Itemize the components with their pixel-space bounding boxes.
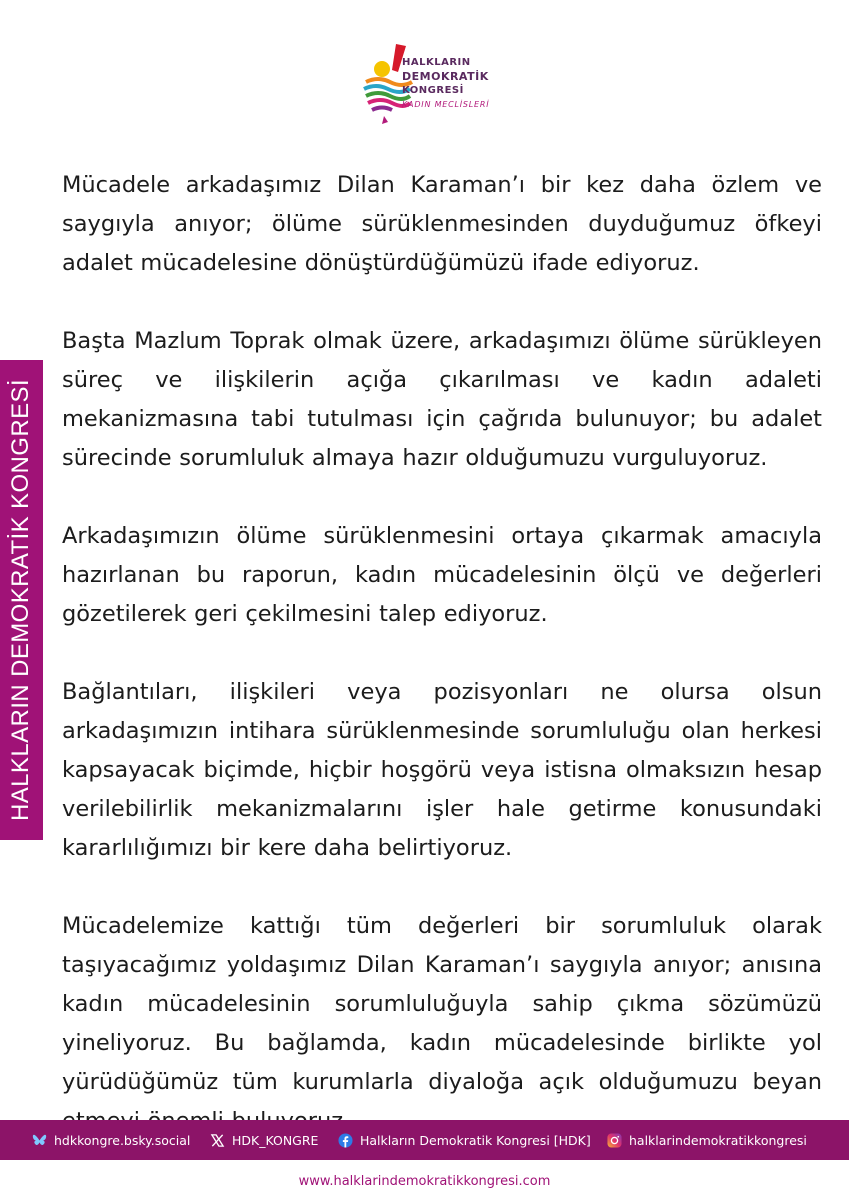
hdk-logo [362,42,492,126]
facebook-link[interactable] [338,1120,591,1160]
facebook-handle: Halkların Demokratik Kongresi [HDK] [360,1132,591,1148]
bluesky-icon [32,1133,47,1148]
logo-line-1: HALKLARIN [402,57,471,68]
paragraph-4: Bağlantıları, ilişkileri veya pozisyonları ne olursa olsun arkadaşımızın intihara sürüklenmesinde sorumluluğu olan herkesi kapsayacak biçimde, hiçbir hoşgörü veya istisna olmaksızın hesap verilebilirlik mekanizmalarını işler hale getirme konusundaki kararlılığımızı bir kere daha belirtiyoruz. [62,679,822,861]
bluesky-handle: hdkkongre.bsky.social [54,1132,191,1148]
side-banner [0,360,43,840]
paragraph-2: Başta Mazlum Toprak olmak üzere, arkadaşımızı ölüme sürükleyen süreç ve ilişkilerin açığa çıkarılması ve kadın adaleti mekanizmasına tabi tutulması için çağrıda bulunuyor; bu adalet sürecinde sorumluluk almaya hazır olduğumuzu vurguluyoruz. [62,328,822,471]
paragraph-1: Mücadele arkadaşımız Dilan Karaman’ı bir kez daha özlem ve saygıyla anıyor; ölüme sürüklenmesinden duyduğumuz öfkeyi adalet mücadelesine dönüştürdüğümüzü ifade ediyoruz. [62,172,822,276]
statement-body [62,166,822,1180]
logo-line-4: KADIN MECLİSLERİ [402,100,490,109]
instagram-link[interactable] [607,1120,807,1160]
facebook-icon [338,1133,353,1148]
footer-social-bar [0,1120,849,1160]
website-link[interactable]: www.halklarindemokratikkongresi.com [298,1174,551,1189]
side-banner-text: HALKLARIN DEMOKRATİK KONGRESİ [7,379,34,821]
x-icon [210,1133,225,1148]
paragraph-5: Mücadelemize kattığı tüm değerleri bir sorumluluk olarak taşıyacağımız yoldaşımız Dilan Karaman’ı saygıyla anıyor; anısına kadın mücadelesinin sorumluluğuyla sahip çıkma sözümüzü yineliyoruz. Bu bağlamda, kadın mücadelesinde birlikte yol yürüdüğümüz tüm kurumlarla diyaloğa açık olduğumuzu beyan [62,913,822,1095]
logo-text [402,56,489,112]
x-link[interactable] [210,1120,318,1160]
x-handle: HDK_KONGRE [232,1132,319,1148]
logo-line-2: DEMOKRATİK [402,70,489,83]
logo-line-3: KONGRESİ [402,85,464,96]
instagram-handle: halklarindemokratikkongresi [629,1132,807,1148]
bluesky-link[interactable] [32,1120,190,1160]
paragraph-3: Arkadaşımızın ölüme sürüklenmesini ortaya çıkarmak amacıyla hazırlanan bu raporun, kadın mücadelesinin ölçü ve değerleri gözetilerek geri çekilmesini talep ediyoruz. [62,523,822,627]
instagram-icon [607,1133,622,1148]
